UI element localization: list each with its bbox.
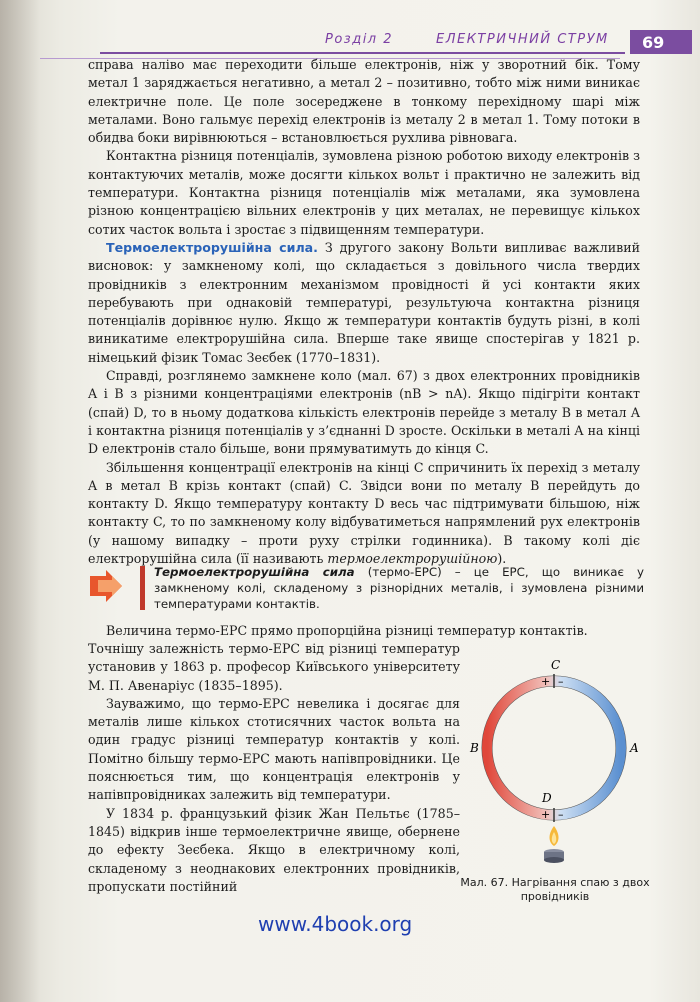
thermocouple-diagram [460, 658, 650, 878]
label-c: C [551, 658, 561, 672]
paragraph-3 [88, 239, 640, 367]
definition-arrow-icon [88, 570, 130, 602]
main-text-left-column [88, 640, 460, 896]
figure-caption: Мал. 67. Нагрівання спаю з двох провідників [460, 876, 650, 903]
definition-text [154, 564, 644, 612]
paragraph-5-end: ). [497, 551, 507, 567]
paragraph-4: Справді, розглянемо замкнене коло (мал. 67) з двох електронних провідників A і B з різними концентраціями електронів (nB > nA). Якщо підігріти контакт (спай) D, то в ньому додаткова кількість електронів перейде з металу B в метал A і контактна різниця потенціалів у з’єднанні D зросте. Оскільки в металі A на кінці D електронів стало більше, вони прямуватимуть до кінця C. [88, 368, 640, 457]
junction-d-minus: – [558, 808, 564, 821]
page-number: 69 [642, 32, 665, 52]
paragraph-8: У 1834 р. французький фізик Жан Пельтьє (1785–1845) відкрив інше термоелектричне явище, обернене до ефекту Зеєбека. Якщо в електричному колі, складеному з неоднакових електронних провідників, пропускати постійний [88, 805, 460, 894]
main-text-full-width [88, 622, 640, 640]
main-text [88, 56, 640, 568]
paragraph-3-text: З другого закону Вольти випливає важливий висновок: у замкненому колі, що складається з довільного числа твердих провідників з електронним механізмом провідності й усі контакти яких перебувають при однаковій температурі, результуюча контактна різниця потенціалів дорівнює нулю. Якщо ж температури контактів будуть різні, в колі виникатиме електрорушійна сила. Вперше таке явище спостерігав у 1821 р. німецький фізик Томас Зеєбек (1770–1831). [88, 239, 640, 365]
page-header [0, 24, 700, 58]
paragraph-2: Контактна різниця потенціалів, зумовлена різною роботою виходу електронів з контактуючих металів, може досягти кількох вольт і практично не залежить від температури. Контактна різниця потенціалів між металами, яка зумовлена різною концентрацією вільних електронів у цих металах, не перевищує кількох сотих часток вольта і зростає з підвищенням температури. [88, 148, 640, 237]
paragraph-1: справа наліво має переходити більше електронів, ніж у зворотний бік. Тому метал 1 заряджається негативно, а метал 2 – позитивно, тобто між ними виникає електричне поле. Це поле зосереджене в тонкому перехідному шарі між металами. Воно гальмує перехід електронів із металу 2 в метал 1. Тому потоки в обидва боки вирівнюються – встановлюється рухлива рівновага. [88, 57, 640, 146]
section-heading-thermo-emf: Термоелектрорушійна сила. [106, 239, 318, 255]
figure-67 [460, 658, 650, 908]
page-gutter-shadow [0, 0, 40, 1002]
section-label: Розділ 2 [325, 32, 394, 47]
definition-bar [140, 566, 145, 610]
paragraph-7: Зауважимо, що термо-ЕРС невелика і досягає для металів лише кількох стотисячних часток вольта на один градус різниці температур контактів у колі. Помітно більшу термо-ЕРС мають напівпровідники. Це пояснюється тим, що концентрація електронів у напівпровідниках залежить від температури. [88, 695, 460, 803]
definition-term: Термоелектрорушійна сила [154, 565, 355, 579]
paragraph-6b: Точнішу залежність термо-ЕРС від різниці температур установив у 1863 р. професор Київського університету М. П. Авенаріус (1835–1895). [88, 641, 460, 693]
paragraph-5-text: Збільшення концентрації електронів на кінці C спричинить їх перехід з металу A в метал B крізь контакт (спай) C. Звідси вони по металу B перейдуть до контакту D. Якщо температуру контакту D весь час підтримувати більшою, ніж контакту C, то по замкненому колу відбуватиметься напрямлений рух електронів (у нашому випадку – проти руху стрілки годинника). В такому колі діє електрорушійна сила (її називають [88, 459, 640, 567]
definition-rest: (термо-ЕРС) – це ЕРС, що виникає у замкненому колі, складеному з різнорідних металів, і зумовлена різними температурами контактів. [154, 565, 645, 611]
junction-c-plus: + [541, 675, 551, 688]
watermark: www.4book.org [258, 912, 413, 936]
junction-d-plus: + [541, 808, 551, 821]
header-rule [100, 52, 625, 54]
chapter-title: ЕЛЕКТРИЧНИЙ СТРУМ [436, 32, 609, 47]
paragraph-5 [88, 459, 640, 569]
label-d: D [542, 791, 552, 805]
paragraph-6: Величина термо-ЕРС прямо пропорційна різниці температур контактів. [106, 623, 588, 638]
definition-block [88, 562, 648, 614]
burner-flame-icon [544, 826, 564, 863]
paragraph-5-italic: термоелектрорушійною [327, 551, 498, 567]
label-a: A [630, 741, 639, 755]
page-number-badge [630, 30, 692, 54]
junction-c-minus: – [558, 675, 564, 688]
conductor-ring [487, 681, 621, 815]
label-b: B [470, 741, 479, 755]
